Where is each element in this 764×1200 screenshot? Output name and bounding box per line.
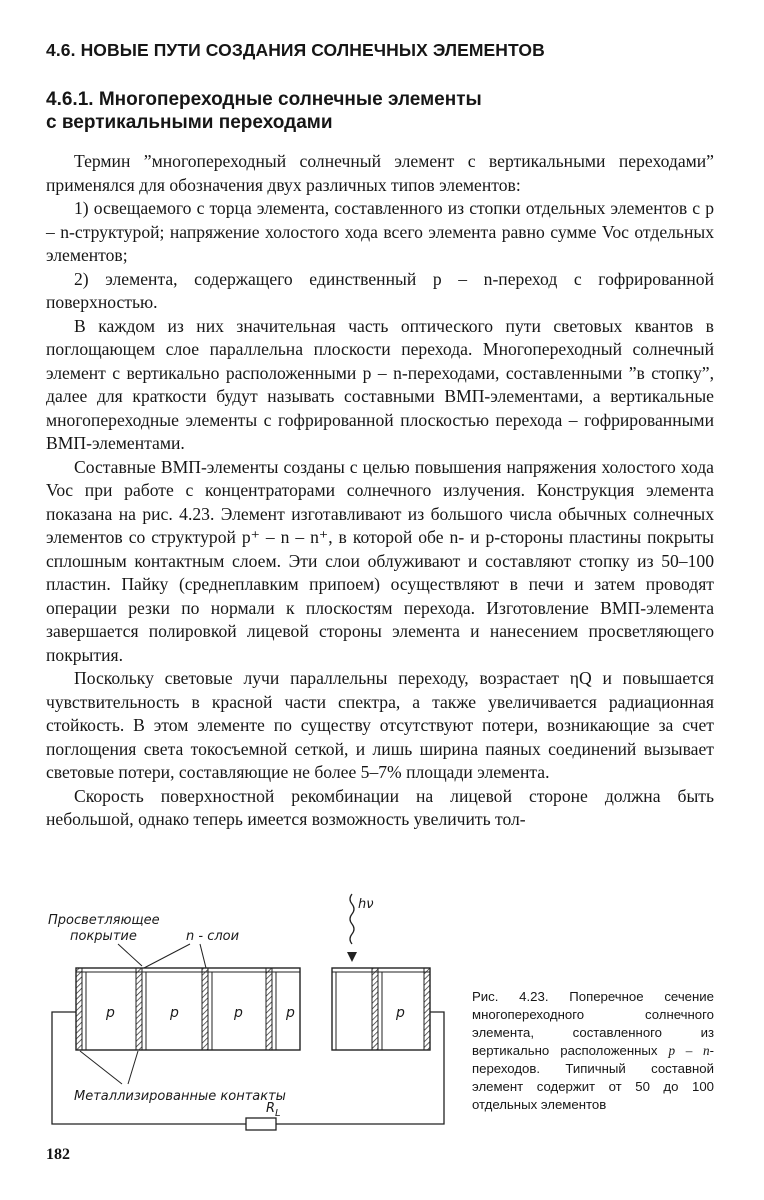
p-region-label: p [170, 1005, 179, 1021]
caption-text-b: -переходов. Типичный составной элемент содержит от 50 до 100 отдельных элементов [472, 1043, 715, 1112]
page-number: 182 [46, 1146, 70, 1163]
label-hv: hν [358, 897, 374, 912]
p-region-label: p [286, 1005, 295, 1021]
leader-n-layer-2 [200, 944, 206, 968]
caption-text-a: Поперечное сечение многопереходного солнечного элемента, составленного из вертикально расположенных [472, 989, 715, 1058]
label-contacts: Металлизированные контакты [74, 1089, 286, 1104]
paragraph: Составные ВМП-элементы созданы с целью повышения напряжения холостого хода Voc при работе с концентраторами солнечного излучения. Конструкция элемента показана на рис. 4.23. Элемент изготавливают из большого числа обычных солнечных элементов со структурой p⁺ – n – n⁺, в которой обе n- и p-стороны пластины покрыты сплошным контактным слоем. Эти слои облуживают и составляют стопку из 50–100 пластин. Пайку (среднеплавким припоем) осуществляют в печи и затем проводят операции резки по нормали к плоскостям перехода. Изготовление ВМП-элемента завершается полировкой лицевой стороны элемента и нанесением просветляющего покрытия. [46, 456, 714, 665]
subsection-title-line2: с вертикальными переходами [46, 112, 333, 133]
paragraph: Термин ”многопереходный солнечный элемент с вертикальными переходами” применялся для обозначения двух различных типов элементов: [46, 151, 714, 195]
caption-prefix: Рис. 4.23. [472, 989, 549, 1004]
metal-contact [372, 968, 378, 1050]
subsection-number: 4.6.1. [46, 89, 94, 110]
figure-4-23-cross-section [40, 888, 480, 1140]
paragraph: Скорость поверхностной рекомбинации на лицевой стороне должна быть небольшой, однако теперь имеется возможность увеличить тол- [46, 785, 714, 829]
section-title: НОВЫЕ ПУТИ СОЗДАНИЯ СОЛНЕЧНЫХ ЭЛЕМЕНТОВ [80, 40, 545, 60]
subsection-heading [46, 88, 606, 134]
body-text [46, 150, 714, 832]
metal-contact [136, 968, 142, 1050]
load-resistor [246, 1118, 276, 1130]
subsection-title-line1: Многопереходные солнечные элементы [98, 89, 482, 110]
light-wave-arrow [350, 894, 354, 944]
section-heading [46, 40, 726, 61]
p-region-label: p [234, 1005, 243, 1021]
metal-contact [424, 968, 430, 1050]
leader-contact-1 [80, 1051, 122, 1084]
metal-contact [76, 968, 82, 1050]
paragraph: Поскольку световые лучи параллельны переходу, возрастает ηQ и повышается чувствительность в красной части спектра, а также увеличивается радиационная стойкость. В этом элементе по существу отсутствуют потери, возникающие за счет поглощения света токосъемной сеткой, и лишь ширина паяных соединений вызывает световые потери, составляющие не более 5–7% площади элемента. [46, 668, 714, 782]
leader-contact-2 [128, 1051, 138, 1084]
light-arrowhead [347, 952, 357, 962]
paragraph: В каждом из них значительная часть оптического пути световых квантов в поглощающем слое параллельна плоскости перехода. Многопереходный солнечный элемент с вертикально расположенными p – n-переходами, составленными ”в стопку”, далее для краткости будут называть составными ВМП-элементами, а вертикальные многопереходные элементы с гофрированной плоскостью перехода – гофрированными ВМП-элементами. [46, 315, 714, 453]
leader-n-layer-1 [144, 944, 190, 968]
label-load: $R_L$ [266, 1101, 281, 1119]
section-number: 4.6. [46, 40, 76, 60]
p-region-label: p [106, 1005, 115, 1021]
label-coating-line2: покрытие [70, 929, 137, 944]
caption-italic: p – n [668, 1043, 710, 1058]
paragraph: 1) освещаемого с торца элемента, составленного из стопки отдельных элементов с p – n-структурой; напряжение холостого хода всего элемента равно сумме Voc отдельных элементов; [46, 198, 714, 265]
label-n-layers: n - слои [186, 929, 240, 944]
cell-stack-right [332, 968, 430, 1050]
metal-contact [202, 968, 208, 1050]
label-coating-line1: Просветляющее [48, 913, 160, 928]
p-region-label: p [396, 1005, 405, 1021]
figure-caption [472, 988, 714, 1114]
metal-contact [266, 968, 272, 1050]
paragraph: 2) элемента, содержащего единственный p – n-переход с гофрированной поверхностью. [46, 268, 714, 312]
leader-coating [118, 944, 142, 966]
